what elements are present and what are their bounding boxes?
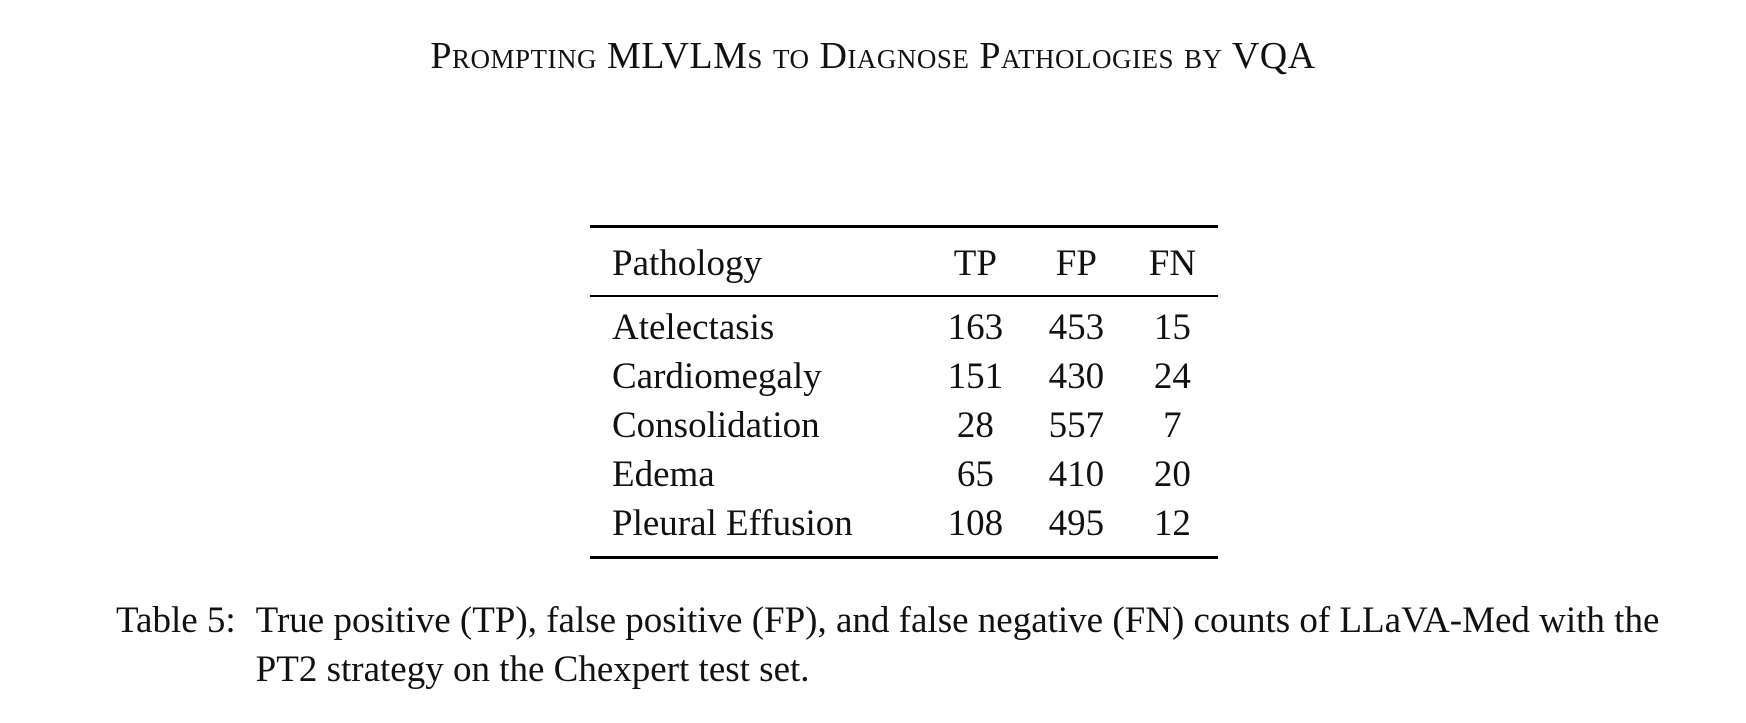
cell-fp: 453: [1048, 307, 1105, 348]
cell-fp: 410: [1048, 454, 1105, 495]
cell-fn: 20: [1153, 454, 1191, 495]
running-header: Prompting MLVLMs to Diagnose Pathologies by VQA: [430, 35, 1316, 77]
table-row: [590, 296, 1218, 352]
column-header-pathology: Pathology: [612, 243, 763, 284]
table-header-row: [590, 227, 1218, 297]
table-row: [590, 401, 1218, 450]
cell-fn: 12: [1153, 503, 1191, 544]
table-row: [590, 450, 1218, 499]
table-caption: [116, 596, 1696, 694]
cell-pathology: Pleural Effusion: [612, 503, 853, 544]
caption-text: True positive (TP), false positive (FP), and false negative (FN) counts of LLaVA-Med with the PT2 strategy on the Chexpert test set.: [255, 600, 1660, 690]
cell-fn: 24: [1153, 356, 1191, 397]
cell-tp: 163: [947, 307, 1004, 348]
cell-tp: 108: [947, 503, 1004, 544]
cell-fn: 7: [1163, 405, 1182, 446]
cell-fp: 557: [1048, 405, 1105, 446]
results-table-container: [590, 225, 1218, 559]
table-row: [590, 499, 1218, 558]
cell-tp: 28: [956, 405, 994, 446]
cell-pathology: Consolidation: [612, 405, 820, 446]
cell-pathology: Edema: [612, 454, 715, 495]
cell-pathology: Atelectasis: [612, 307, 775, 348]
caption-label: Table 5:: [116, 600, 236, 641]
column-header-fn: FN: [1148, 243, 1197, 284]
table-row: [590, 352, 1218, 401]
column-header-tp: TP: [953, 243, 997, 284]
cell-tp: 151: [947, 356, 1004, 397]
cell-pathology: Cardiomegaly: [612, 356, 822, 397]
column-header-fp: FP: [1055, 243, 1097, 284]
results-table: [590, 225, 1218, 559]
cell-fp: 495: [1048, 503, 1105, 544]
cell-fp: 430: [1048, 356, 1105, 397]
cell-fn: 15: [1153, 307, 1191, 348]
cell-tp: 65: [956, 454, 994, 495]
